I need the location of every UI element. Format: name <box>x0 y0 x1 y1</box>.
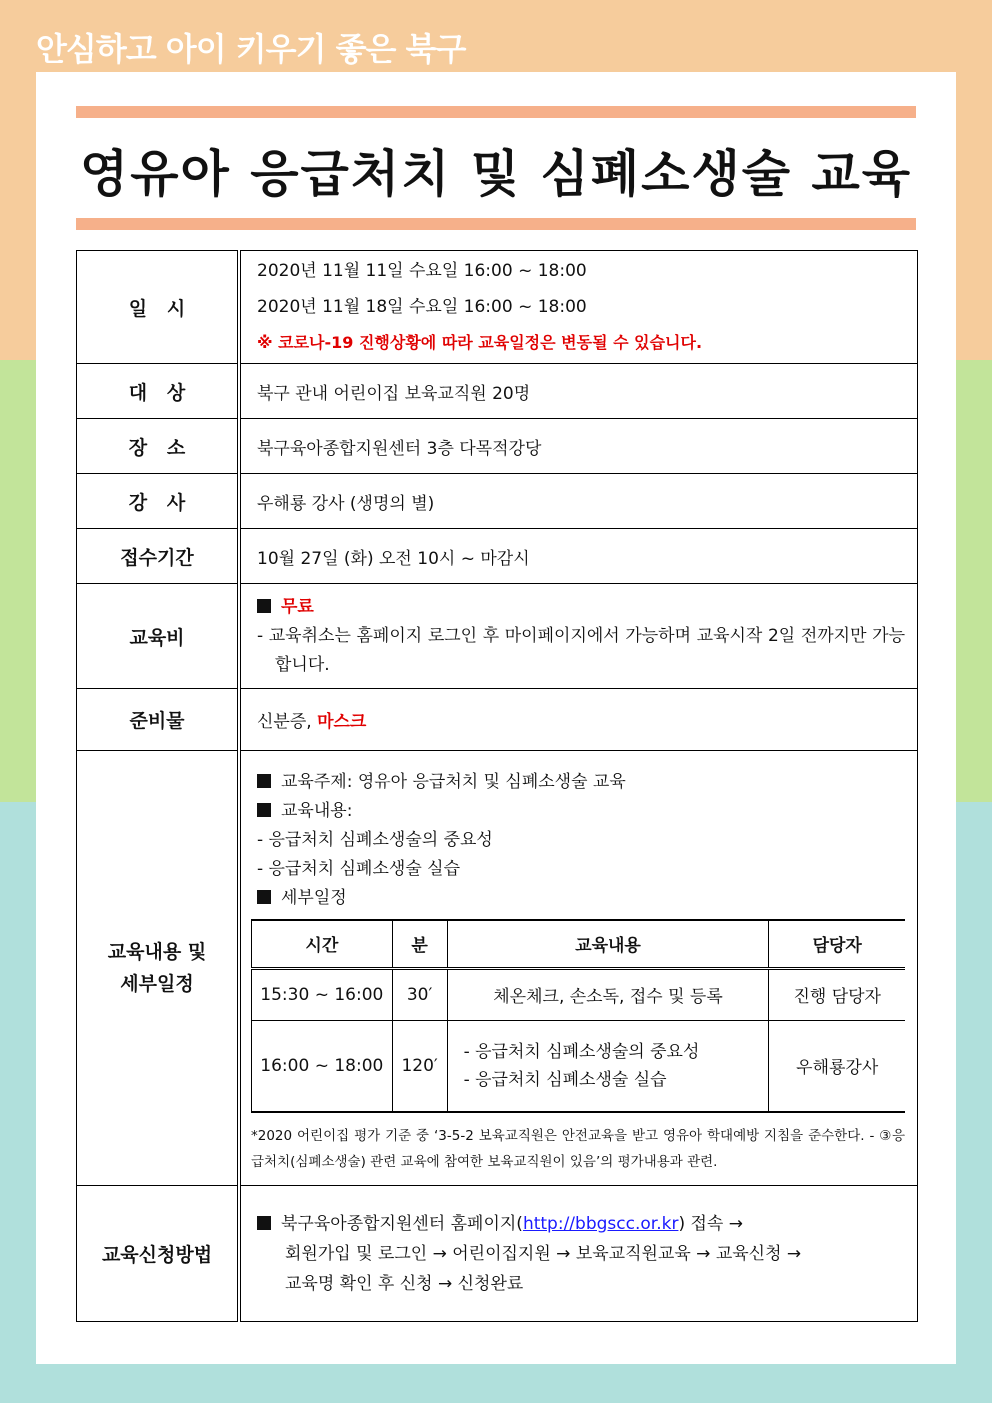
header-time: 시간 <box>252 920 393 969</box>
row2-content-2: - 응급처치 심폐소생술 실습 <box>463 1069 667 1090</box>
schedule-table <box>251 919 905 1113</box>
header-person: 담당자 <box>769 920 905 969</box>
schedule-line-2: 2020년 11월 18일 수요일 16:00 ~ 18:00 <box>257 297 587 317</box>
apply-line-3: 교육명 확인 후 신청 → 신청완료 <box>285 1273 524 1294</box>
row1-minutes: 30′ <box>392 968 447 1020</box>
value-apply <box>239 1186 918 1322</box>
value-instructor: 우해룡 강사 (생명의 별) <box>239 474 918 529</box>
title-bar-bottom <box>76 218 916 230</box>
content-point-1: - 응급처치 심폐소생술의 중요성 <box>257 829 493 850</box>
bullet-square-icon <box>257 803 271 817</box>
value-target: 북구 관내 어린이집 보육교직원 20명 <box>239 364 918 419</box>
row-supplies <box>77 689 918 751</box>
content-heading: 교육내용: <box>281 800 353 821</box>
row1-person: 진행 담당자 <box>769 968 905 1020</box>
row-apply <box>77 1186 918 1322</box>
supplies-mask: 마스크 <box>317 712 367 732</box>
fee-free: 무료 <box>281 597 314 617</box>
info-table <box>76 250 918 1322</box>
label-fee: 교육비 <box>77 584 240 689</box>
row1-content: 체온체크, 손소독, 접수 및 등록 <box>447 968 769 1020</box>
table-row <box>252 1020 906 1112</box>
apply-line-2: 회원가입 및 로그인 → 어린이집지원 → 보육교직원교육 → 교육신청 → <box>285 1243 802 1264</box>
homepage-link[interactable]: http://bbgscc.or.kr <box>522 1213 679 1234</box>
value-place: 북구육아종합지원센터 3층 다목적강당 <box>239 419 918 474</box>
label-place: 장 소 <box>77 419 240 474</box>
schedule-notice: ※ 코로나-19 진행상황에 따라 교육일정은 변동될 수 있습니다. <box>257 333 703 352</box>
row2-person: 우해룡강사 <box>769 1020 905 1112</box>
label-content-line-2: 세부일정 <box>120 973 194 995</box>
row-fee <box>77 584 918 689</box>
row-place <box>77 419 918 474</box>
detail-heading: 세부일정 <box>281 887 347 908</box>
header-content: 교육내용 <box>447 920 769 969</box>
row-target <box>77 364 918 419</box>
label-reception: 접수기간 <box>77 529 240 584</box>
row-content <box>77 751 918 1186</box>
value-reception: 10월 27일 (화) 오전 10시 ~ 마감시 <box>239 529 918 584</box>
content-point-2: - 응급처치 심폐소생술 실습 <box>257 858 460 879</box>
bullet-square-icon <box>257 890 271 904</box>
apply-part-2: ) 접속 → <box>678 1213 743 1234</box>
value-schedule <box>239 251 918 364</box>
apply-part-1: 북구육아종합지원센터 홈페이지( <box>281 1213 523 1234</box>
value-supplies <box>239 689 918 751</box>
page-title: 영유아 응급처치 및 심폐소생술 교육 <box>79 145 913 203</box>
supplies-id: 신분증, <box>257 712 318 732</box>
row2-time: 16:00 ~ 18:00 <box>252 1020 393 1112</box>
evaluation-footnote: *2020 어린이집 평가 기준 중 ‘3-5-2 보육교직원은 안전교육을 받고 영유아 학대예방 지침을 준수한다. - ③응급처치(심폐소생술) 관련 교육에 참여한 보육교직원이 있음’의 평가내용과 관련. <box>251 1127 905 1170</box>
label-content <box>77 751 240 1186</box>
row-schedule <box>77 251 918 364</box>
bullet-square-icon <box>257 599 271 613</box>
label-schedule: 일 시 <box>77 251 240 364</box>
row-reception <box>77 529 918 584</box>
header-minutes: 분 <box>392 920 447 969</box>
row2-minutes: 120′ <box>392 1020 447 1112</box>
schedule-table-header <box>252 920 906 969</box>
label-instructor: 강 사 <box>77 474 240 529</box>
header-slogan: 안심하고 아이 키우기 좋은 북구 <box>36 30 466 68</box>
label-apply: 교육신청방법 <box>77 1186 240 1322</box>
bullet-square-icon <box>257 1216 271 1230</box>
label-target: 대 상 <box>77 364 240 419</box>
table-row <box>252 968 906 1020</box>
row2-content <box>447 1020 769 1112</box>
label-supplies: 준비물 <box>77 689 240 751</box>
bullet-square-icon <box>257 774 271 788</box>
row2-content-1: - 응급처치 심폐소생술의 중요성 <box>463 1041 700 1062</box>
value-fee <box>239 584 918 689</box>
row1-time: 15:30 ~ 16:00 <box>252 968 393 1020</box>
title-bar-top <box>76 106 916 118</box>
row-instructor <box>77 474 918 529</box>
content-topic: 교육주제: 영유아 응급처치 및 심폐소생술 교육 <box>281 771 626 792</box>
document-paper <box>36 72 956 1364</box>
value-content <box>239 751 918 1186</box>
fee-cancel-note: - 교육취소는 홈페이지 로그인 후 마이페이지에서 가능하며 교육시작 2일 전까지만 가능합니다. <box>257 626 905 675</box>
label-content-line-1: 교육내용 및 <box>107 941 207 963</box>
schedule-line-1: 2020년 11월 11일 수요일 16:00 ~ 18:00 <box>257 261 587 281</box>
